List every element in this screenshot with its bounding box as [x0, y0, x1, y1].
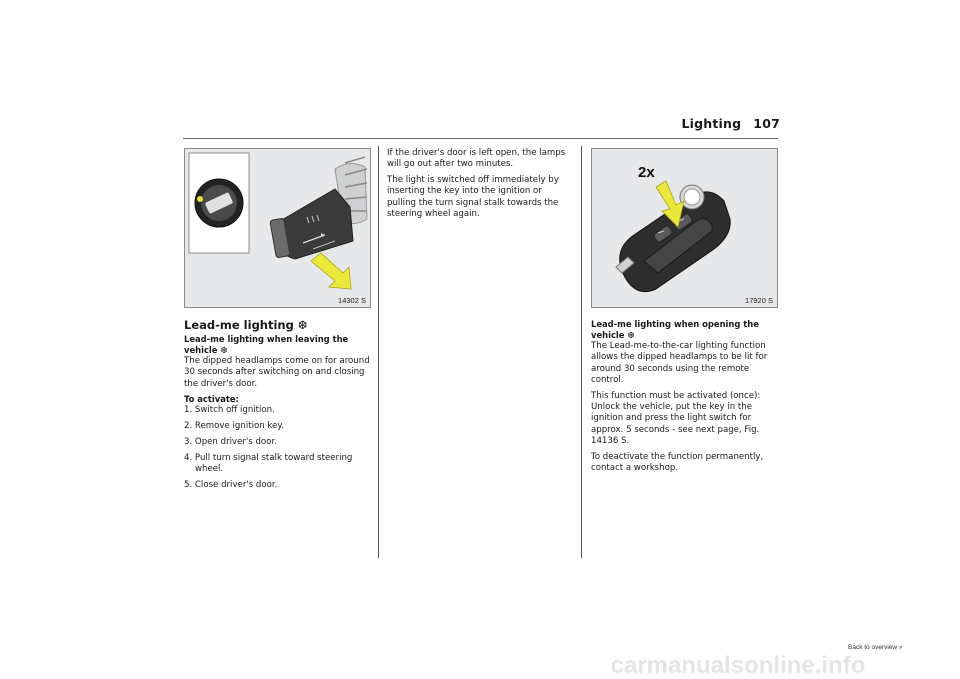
paragraph: If the driver's door is left open, the lamps will go out after two minutes. — [387, 148, 566, 170]
header-divider — [183, 138, 778, 139]
figure-number: 17920 S — [745, 296, 773, 305]
right-column-text — [591, 319, 777, 479]
stalk-figure — [184, 148, 371, 308]
paragraph: The Lead-me-to-the-car lighting function allows the dipped headlamps to be lit for around 30 seconds using the remote control. — [591, 341, 768, 385]
activate-label: To activate: — [184, 394, 239, 405]
intro-paragraph: The dipped headlamps come on for around 30 seconds after switching on and closing the driver's door. — [184, 356, 370, 389]
page-header — [640, 116, 780, 131]
watermark — [558, 651, 918, 679]
remote-key-illustration — [592, 149, 777, 307]
list-item: 4. Pull turn signal stalk toward steering wheel. — [184, 452, 353, 475]
activation-steps — [184, 405, 374, 491]
back-to-overview-link[interactable]: Back to overview » — [848, 644, 903, 651]
figure-number: 14302 S — [338, 296, 366, 305]
stalk-illustration — [185, 149, 370, 307]
subheading: Lead-me lighting when leaving the vehicle ❆ — [184, 334, 349, 355]
subheading: Lead-me lighting when opening the vehicle ❆ — [591, 319, 759, 340]
list-item: 1. Switch off ignition. — [184, 405, 275, 416]
press-twice-label: 2x — [638, 164, 655, 181]
list-item: 5. Close driver's door. — [184, 479, 278, 490]
section-title: Lighting — [681, 116, 742, 131]
left-column-text — [184, 318, 374, 496]
section-heading: Lead-me lighting ❆ — [184, 318, 308, 332]
middle-column-text — [387, 148, 573, 225]
paragraph: To deactivate the function permanently, contact a workshop. — [591, 451, 764, 473]
paragraph: The light is switched off immediately by inserting the key into the ignition or pulling the turn signal stalk towards the steering wheel again. — [387, 175, 559, 219]
paragraph: This function must be activated (once): Unlock the vehicle, put the key in the ignition and press the light switch for approx. 5 seconds - see next page, Fig. 14136 S. — [591, 390, 761, 446]
svg-text:carmanualsonline.info: carmanualsonline.info — [610, 652, 866, 679]
column-divider-left — [378, 146, 379, 558]
remote-key-figure — [591, 148, 778, 308]
page-number: 107 — [753, 116, 780, 131]
list-item: 3. Open driver's door. — [184, 436, 277, 447]
column-divider-right — [581, 146, 582, 558]
list-item: 2. Remove ignition key. — [184, 421, 284, 432]
